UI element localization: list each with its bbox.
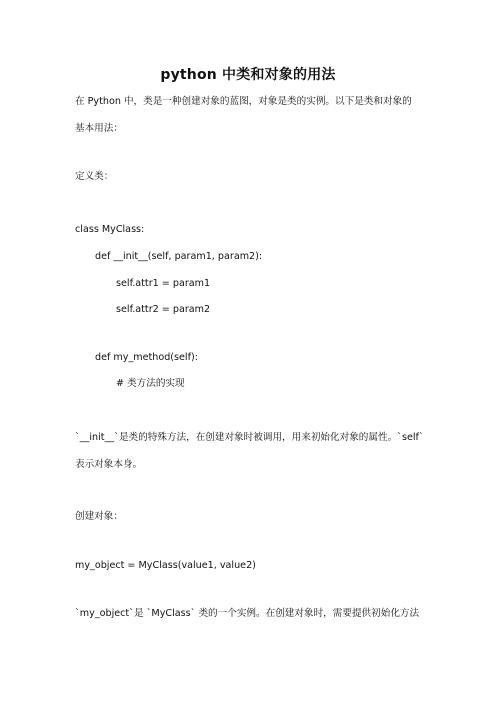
intro-paragraph-line-2: 基本用法：: [75, 123, 123, 134]
document-title: python 中类和对象的用法: [160, 67, 336, 83]
code-line-attr2: self.attr2 = param2: [116, 304, 211, 315]
intro-paragraph-line-1: 在 Python 中，类是一种创建对象的蓝图，对象是类的实例。以下是类和对象的: [75, 96, 412, 107]
explain-object-line: `my_object`是 `MyClass` 类的一个实例。在创建对象时，需要提供初始化方法: [75, 608, 420, 619]
code-line-comment: # 类方法的实现: [116, 378, 185, 389]
code-line-init: def __init__(self, param1, param2):: [95, 251, 263, 262]
explain-init-line-1: `__init__`是类的特殊方法，在创建对象时被调用，用来初始化对象的属性。`self`: [75, 432, 424, 443]
create-object-heading: 创建对象：: [75, 511, 123, 522]
explain-init-line-2: 表示对象本身。: [75, 459, 143, 470]
define-class-heading: 定义类：: [75, 171, 114, 182]
code-line-create-object: my_object = MyClass(value1, value2): [75, 560, 256, 571]
code-line-method: def my_method(self):: [95, 352, 198, 363]
code-line-attr1: self.attr1 = param1: [116, 278, 211, 289]
code-line-class: class MyClass:: [75, 224, 145, 235]
